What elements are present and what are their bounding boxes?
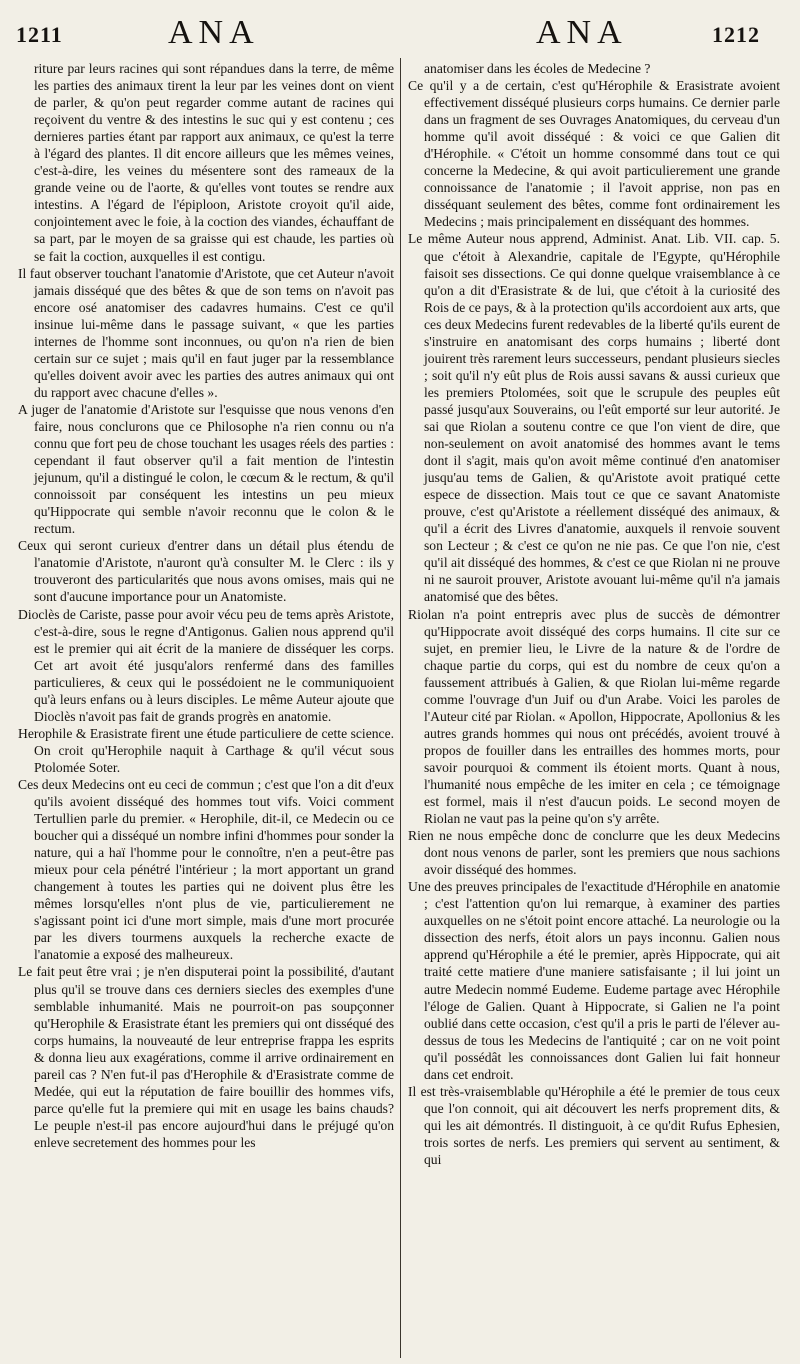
paragraph: riture par leurs racines qui sont répandues dans la terre, de même les parties des animaux tirent la leur par les veines dont on vient de parler, & qu'on peut regarder comme autant de racines qui reçoivent du ventre & des intestins le suc qui y est contenu ; ces dernieres parties étant par rapport aux animaux, ce qu'est la terre à l'égard des plantes. Il dit encore ailleurs que les mêmes veines, c'est-à-dire, les veines du mésentere sont des rameaux de la grande veine ou de l'aorte, & qu'elles vont toutes se rendre aux intestins. A l'égard de l'épiploon, Aristote croyoit qu'il aide, conjointement avec le foie, à la coction des viandes, échauffant de sa part, par le moyen de sa graisse qui est chaude, les parties où se fait la coction, auxquelles il est contigu. — [34, 61, 394, 264]
column-divider — [400, 58, 401, 1358]
paragraph: Ces deux Medecins ont eu ceci de commun ; c'est que l'on a dit d'eux qu'ils avoient disséqué des hommes tout vifs. Voici comment Tertullien parle du premier. « Herophile, dit-il, ce Medecin ou ce boucher qui a disséqué un nombre infini d'hommes pour sonder la nature, qui a haï l'homme pour le connoître, n'en a peut-être pas mieux pour cela pénétré l'intérieur ; la mort apportant un grand changement à toutes les parties qui ne doivent plus être les mêmes lorsqu'elles n'ont plus de vie, particulierement ne s'agissant point ici d'une mort simple, mais d'une mort procurée par les divers tourmens auxquels la recherche exacte de l'anatomie a exposé des malheureux. — [18, 776, 394, 963]
paragraph: Il faut observer touchant l'anatomie d'Aristote, que cet Auteur n'avoit jamais disséqué que des bêtes & que de son tems on n'avoit pas encore osé anatomiser des cadavres humains. C'est ce qu'il insinue lui-même dans le passage suivant, « que les parties internes de l'homme sont inconnues, ou qu'on n'a rien de bien certain sur ce sujet ; mais qu'il en faut juger par la ressemblance qu'elles doivent avoir avec les parties des autres animaux qui ont du rapport avec chacune d'elles ». — [18, 265, 394, 400]
paragraph: Rien ne nous empêche donc de conclurre que les deux Medecins dont nous venons de parler, sont les premiers que nous sachions avoir disséqué des hommes. — [408, 828, 780, 878]
paragraph: Riolan n'a point entrepris avec plus de succès de démontrer qu'Hippocrate avoit disséqué des corps humains. Il cite sur ce sujet, en premier lieu, le Livre de la nature & de l'ordre de chaque partie du corps, qui est du nombre de ceux qu'on a faussement attribués à Galien, & que Riolan lui-même regarde comme l'ouvrage d'un Juif ou d'un Arabe. Voici les paroles de l'Auteur cité par Riolan. « Apollon, Hippocrate, Apollonius & les autres grands hommes qui nous ont précédés, avoient trouvé à propos de fouiller dans les entrailles des hommes morts, pour savoir pourquoi & comment ils étoient morts. Quant à nous, l'humanité nous empêche de les imiter en cela ; ce témoignage est formel, mais il n'est d'aucun poids. Le second moyen de Riolan ne vaut pas la peine qu'on s'y arrête. — [408, 606, 780, 827]
page-number-right: 1212 — [712, 22, 760, 47]
paragraph: anatomiser dans les écoles de Medecine ? — [424, 61, 651, 76]
left-column — [18, 60, 394, 1356]
paragraph: Dioclès de Cariste, passe pour avoir vécu peu de tems après Aristote, c'est-à-dire, sous le regne d'Antigonus. Galien nous apprend qu'il est le premier qui ait écrit de la maniere de disséquer les corps. Cet art avoit été jusqu'alors renfermé dans des familles particulieres, & ceux qui le possédoient ne le communiquoient qu'à leurs enfans ou à leurs disciples. Le même Auteur ajoute que Dioclès n'avoit pas fait de grands progrès en anatomie. — [18, 606, 394, 724]
paragraph: Ceux qui seront curieux d'entrer dans un détail plus étendu de l'anatomie d'Aristote, n'auront qu'à consulter M. le Clerc : ils y trouveront des particularités que nous avons omises, mais qui ne sont d'aucune importance pour un Anatomiste. — [18, 538, 394, 605]
paragraph: Le même Auteur nous apprend, Administ. Anat. Lib. VII. cap. 5. que c'étoit à Alexandrie, capitale de l'Egypte, qu'Hérophile faisoit ses dissections. Ce qui donne quelque vraisemblance à ce qu'on a dit d'Erasistrate & de lui, que c'étoit à la curiosité des Rois de ce pays, & à la protection qu'ils accordoient aux arts, que ces deux Medecins furent redevables de la liberté qu'ils eurent de s'instruire en anatomisant des corps humains ; liberté dont jouirent très rarement leurs successeurs, pendant plusieurs siecles ; soit qu'il n'y eût plus de Rois aussi savans & aussi curieux que les premiers Ptolomées, soit que le scrupule des peuples eût passé jusqu'aux Souverains, ou l'eût emporté sur leur autorité. Je sai que Riolan a soutenu contre ce que l'on vient de dire, que non-seulement on avoit anatomisé des hommes avant le tems dont il s'agit, mais qu'on avoit même continué d'en anatomiser jusqu'au tems de Galien, & qu'Aristote avoit pratiqué cette espece de dissection. Mais tout ce que ce savant Anatomiste prouve, c'est qu'Aristote a réellement disséqué des animaux, & qu'il a écrit des Livres d'anatomie, auxquels il renvoie souvent son Lecteur ; & c'est ce qu'on ne nie pas. Ce que l'on nie, c'est qu'il ait disséqué des hommes, & c'est ce que Riolan ni ne prouve ni ne sauroit prouver, Aristote avouant lui-même qu'il n'a jamais anatomisé que des bêtes. — [408, 231, 780, 605]
running-head-right: ANA — [536, 14, 628, 51]
running-head-left: ANA — [168, 14, 260, 51]
right-column — [408, 60, 780, 1356]
paragraph: A juger de l'anatomie d'Aristote sur l'esquisse que nous venons d'en faire, nous conclurons que ce Philosophe n'a rien connu ou n'a connu que fort peu de chose touchant les usages réels des parties : cependant il faut observer qu'il a fait mention de l'intestin jejunum, qu'il a distingué le colon, le cœcum & le rectum, & qu'il connoissoit par conséquent les intestins un peu mieux qu'Hippocrate qui semble n'avoir reconnu que le colon & le rectum. — [18, 401, 394, 537]
paragraph: Ce qu'il y a de certain, c'est qu'Hérophile & Erasistrate avoient effectivement disséqué plusieurs corps humains. Ce dernier parle dans un fragment de ses Ouvrages Anatomiques, du cerveau d'un homme qu'il avoit disséqué : & voici ce que Galien dit d'Hérophile. « C'étoit un homme consommé dans tout ce qui concerne la Medecine, & qui avoit particulierement une grande connoissance de l'anatomie ; il l'avoit apprise, non pas en disséquant seulement des bêtes, comme font ordinairement les Medecins ; mais principalement en disséquant des hommes. — [408, 78, 780, 230]
paragraph: Herophile & Erasistrate firent une étude particuliere de cette science. On croit qu'Herophile naquit à Carthage & qu'il vécut sous Ptolomée Soter. — [18, 725, 394, 775]
paragraph: Il est très-vraisemblable qu'Hérophile a été le premier de tous ceux que l'on connoit, qui ait découvert les nerfs proprement dits, & qui les ait démontrés. Il distinguoit, à ce qu'dit Rufus Ephesien, trois sortes de nerfs. Les premiers qui servent au sentiment, & qui — [408, 1083, 780, 1167]
page-number-left: 1211 — [16, 22, 63, 47]
paragraph: Une des preuves principales de l'exactitude d'Hérophile en anatomie ; c'est l'attention qu'on lui remarque, à examiner des parties auxquelles on ne s'étoit point encore attaché. La neurologie ou la dissection des nerfs, étoit alors un pays inconnu. Galien nous apprend qu'Hérophile a été le premier, après Hippocrate, qui ait traité cette matiere d'une maniere satisfaisante ; il lui joint un autre Medecin nommé Eudeme. Eudeme partage avec Hérophile l'éloge de Galien. Quant à Hippocrate, si Galien ne l'a point oublié dans cette occasion, c'est qu'il a pris le parti de l'élever au-dessus de tous les Medecins de l'antiquité ; car on ne voit point qu'il possédât les connoissances dont Galien lui fait honneur dans cet endroit. — [408, 879, 780, 1082]
paragraph: Le fait peut être vrai ; je n'en disputerai point la possibilité, d'autant plus qu'il se trouve dans ces derniers siecles des exemples d'une semblable inhumanité. Mais ne pourroit-on pas soupçonner qu'Herophile & Erasistrate étant les premiers qui ont disséqué des corps humains, la nouveauté de leur entreprise frappa les esprits & donna lieu aux exagérations, comme il arrive ordinairement en pareil cas ? N'en fut-il pas d'Herophile & d'Erasistrate comme de Medée, qui eut la réputation de faire bouillir des hommes vifs, parce qu'elle fut la premiere qui mit en usage les bains chauds? Le peuple n'est-il pas encore aujourd'hui dans le préjugé qu'on enleve secretement des hommes pour les — [18, 964, 394, 1150]
